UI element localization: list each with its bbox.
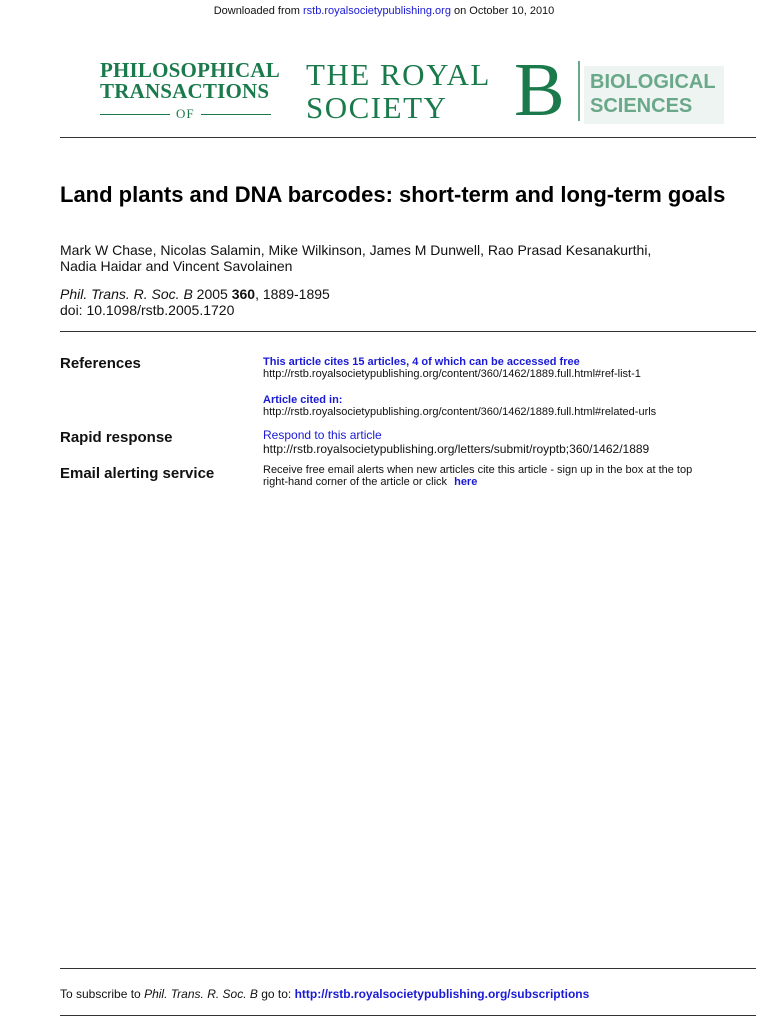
download-note — [0, 5, 768, 17]
subscribe-go: go to: — [261, 987, 292, 1001]
pt-line2: TRANSACTIONS — [100, 79, 270, 103]
pt-of — [100, 106, 290, 122]
journal-name: Phil. Trans. R. Soc. B — [60, 286, 193, 302]
royal-line1: THE ROYAL — [306, 57, 491, 92]
divider — [60, 331, 756, 332]
subscribe-journal: Phil. Trans. R. Soc. B — [144, 987, 258, 1001]
authors-line1: Mark W Chase, Nicolas Salamin, Mike Wilkinson, James M Dunwell, Rao Prasad Kesanakurthi, — [60, 242, 652, 258]
pages: , 1889-1895 — [255, 286, 330, 302]
respond-link[interactable]: Respond to this article — [263, 428, 382, 442]
subscribe-note — [60, 987, 589, 1001]
email-alert-line2: right-hand corner of the article or click — [263, 476, 448, 488]
article-cited-in-url[interactable]: http://rstb.royalsocietypublishing.org/content/360/1462/1889.full.html#related-urls — [263, 406, 657, 418]
philosophical-transactions-logo — [100, 60, 290, 122]
royal-line2: SOCIETY — [306, 90, 448, 125]
pub-year: 2005 — [196, 286, 228, 302]
download-note-prefix: Downloaded from — [213, 5, 300, 17]
pt-line1: PHILOSOPHICAL — [100, 58, 280, 82]
email-alert-label: Email alerting service — [60, 465, 215, 482]
article-authors — [60, 242, 750, 274]
pt-of-text: OF — [176, 106, 195, 121]
subscribe-prefix: To subscribe to — [60, 987, 141, 1001]
masthead-divider — [578, 61, 580, 121]
email-alert-block — [263, 464, 743, 488]
rapid-response-label: Rapid response — [60, 429, 173, 446]
authors-line2: Nadia Haidar and Vincent Savolainen — [60, 258, 293, 274]
subscribe-link[interactable]: http://rstb.royalsocietypublishing.org/subscriptions — [294, 987, 590, 1001]
references-cites-link[interactable]: This article cites 15 articles, 4 of which can be accessed free — [263, 356, 580, 368]
references-label: References — [60, 355, 141, 372]
download-note-date: on October 10, 2010 — [454, 5, 555, 17]
email-alert-line1: Receive free email alerts when new articles cite this article - sign up in the box at the top — [263, 464, 693, 476]
rapid-response-block — [263, 428, 743, 456]
article-title: Land plants and DNA barcodes: short-term and long-term goals — [60, 182, 726, 207]
bio-line1: BIOLOGICAL — [590, 71, 716, 93]
biological-sciences-label — [584, 66, 724, 124]
journal-masthead — [100, 48, 720, 132]
doi: doi: 10.1098/rstb.2005.1720 — [60, 302, 235, 318]
respond-url[interactable]: http://rstb.royalsocietypublishing.org/letters/submit/royptb;360/1462/1889 — [263, 442, 650, 456]
divider — [60, 137, 756, 138]
article-cited-in-link[interactable]: Article cited in: — [263, 394, 343, 406]
royal-society-logo — [306, 58, 491, 124]
divider — [60, 968, 756, 969]
series-b-letter: B — [514, 48, 565, 132]
bio-line2: SCIENCES — [590, 95, 693, 117]
divider — [60, 1015, 756, 1016]
references-cites-url[interactable]: http://rstb.royalsocietypublishing.org/content/360/1462/1889.full.html#ref-list-1 — [263, 368, 641, 380]
download-source-link[interactable]: rstb.royalsocietypublishing.org — [302, 5, 451, 17]
email-alert-here-link[interactable]: here — [454, 476, 478, 488]
citation — [60, 286, 330, 318]
references-block — [263, 356, 743, 418]
volume: 360 — [231, 286, 256, 302]
